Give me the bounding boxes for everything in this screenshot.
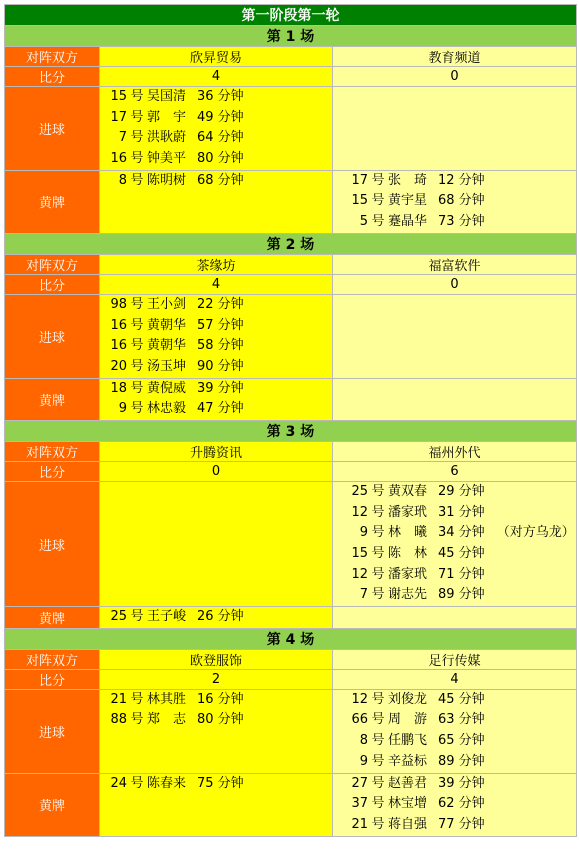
team-a-score: 0	[100, 461, 333, 481]
teams-label: 对阵双方	[5, 649, 100, 669]
team-a-yellow-cards	[100, 378, 333, 420]
score-label: 比分	[5, 669, 100, 689]
team-b-score: 0	[333, 274, 577, 294]
minute: 31 分钟	[438, 504, 485, 520]
teams-label: 对阵双方	[5, 47, 100, 67]
player-name: 林忠毅	[147, 401, 187, 417]
player-number: 15	[351, 193, 368, 209]
number-suffix: 号	[371, 775, 385, 791]
player-number: 66	[351, 712, 368, 728]
yellow-cards-row	[5, 378, 577, 420]
minute: 16 分钟	[197, 691, 244, 707]
player-name: 谢志先	[388, 587, 428, 603]
player-entry	[333, 523, 576, 544]
number-suffix: 号	[371, 504, 385, 520]
minute: 89 分钟	[438, 587, 485, 603]
score-row	[5, 274, 577, 294]
yellow-cards-label: 黄牌	[5, 170, 100, 233]
player-number: 8	[359, 733, 368, 749]
match-header: 第 4 场	[5, 628, 577, 649]
number-suffix: 号	[371, 193, 385, 209]
number-suffix: 号	[130, 775, 144, 791]
team-a-yellow-cards	[100, 773, 333, 836]
teams-row	[5, 441, 577, 461]
player-name: 刘俊龙	[388, 691, 428, 707]
minute: 36 分钟	[197, 89, 244, 104]
team-b-goals	[333, 294, 577, 378]
team-b-score: 4	[333, 669, 577, 689]
player-number: 16	[110, 317, 127, 333]
player-name: 黄朝华	[147, 317, 187, 333]
player-entry	[333, 482, 576, 503]
minute: 64 分钟	[197, 130, 244, 146]
player-name: 赵善君	[388, 775, 428, 791]
number-suffix: 号	[371, 796, 385, 812]
player-entry	[333, 752, 576, 773]
team-a-name: 茶缘坊	[100, 254, 333, 274]
minute: 90 分钟	[197, 358, 244, 374]
team-a-goals	[100, 87, 333, 171]
number-suffix: 号	[371, 691, 385, 707]
team-b-yellow-cards	[333, 378, 577, 420]
player-number: 20	[110, 358, 127, 374]
player-name: 林其胜	[147, 691, 187, 707]
player-entry	[333, 565, 576, 586]
minute: 77 分钟	[438, 816, 485, 832]
number-suffix: 号	[371, 172, 385, 188]
minute: 68 分钟	[197, 172, 244, 188]
team-a-yellow-cards	[100, 170, 333, 233]
player-name: 王小剑	[147, 296, 187, 312]
player-entry	[100, 336, 332, 357]
match-header-row	[5, 26, 577, 47]
player-name: 张 琦	[388, 172, 428, 188]
minute: 29 分钟	[438, 483, 485, 499]
player-entry	[333, 774, 576, 795]
player-number: 88	[110, 712, 127, 728]
player-entry	[100, 316, 332, 337]
player-entry	[100, 87, 332, 108]
team-b-name: 福富软件	[333, 254, 577, 274]
player-name: 潘家玳	[388, 566, 428, 582]
number-suffix: 号	[130, 296, 144, 312]
goals-row	[5, 294, 577, 378]
team-a-goals	[100, 689, 333, 773]
minute: 71 分钟	[438, 566, 485, 582]
minute: 49 分钟	[197, 109, 244, 125]
number-suffix: 号	[371, 546, 385, 561]
player-number: 17	[351, 172, 368, 188]
teams-row	[5, 649, 577, 669]
number-suffix: 号	[130, 401, 144, 417]
minute: 45 分钟	[438, 691, 485, 707]
number-suffix: 号	[371, 483, 385, 499]
player-entry	[333, 815, 576, 836]
player-name: 郑 志	[147, 712, 187, 728]
goals-label: 进球	[5, 481, 100, 606]
minute: 80 分钟	[197, 712, 244, 728]
team-b-goals	[333, 689, 577, 773]
player-entry	[100, 379, 332, 400]
player-entry	[333, 731, 576, 752]
team-b-score: 6	[333, 461, 577, 481]
goals-label: 进球	[5, 689, 100, 773]
player-entry	[100, 357, 332, 378]
number-suffix: 号	[371, 587, 385, 603]
player-entry	[333, 794, 576, 815]
player-number: 98	[110, 296, 127, 312]
yellow-cards-row	[5, 170, 577, 233]
player-number: 7	[359, 587, 368, 603]
player-name: 陈明树	[147, 172, 187, 188]
player-entry	[100, 171, 332, 192]
player-entry	[333, 171, 576, 192]
minute: 26 分钟	[197, 609, 244, 625]
minute: 45 分钟	[438, 546, 485, 561]
team-b-score: 0	[333, 67, 577, 87]
player-number: 37	[351, 796, 368, 812]
team-b-yellow-cards	[333, 607, 577, 629]
minute: 22 分钟	[197, 296, 244, 312]
minute: 75 分钟	[197, 775, 244, 791]
team-a-score: 2	[100, 669, 333, 689]
player-number: 21	[351, 816, 368, 832]
minute: 89 分钟	[438, 753, 485, 769]
match-header: 第 1 场	[5, 26, 577, 47]
player-name: 黄倪威	[147, 380, 187, 396]
player-number: 9	[359, 753, 368, 769]
yellow-cards-label: 黄牌	[5, 773, 100, 836]
player-entry	[100, 690, 332, 711]
player-name: 任鹏飞	[388, 733, 428, 749]
minute: 47 分钟	[197, 401, 244, 417]
player-number: 18	[110, 380, 127, 396]
own-goal-note: （对方乌龙）	[496, 525, 575, 541]
team-b-name: 教育频道	[333, 47, 577, 67]
match-header: 第 2 场	[5, 233, 577, 254]
player-name: 黄双春	[388, 483, 428, 499]
score-row	[5, 67, 577, 87]
player-number: 12	[351, 504, 368, 520]
player-entry	[100, 128, 332, 149]
team-a-goals	[100, 294, 333, 378]
team-b-name: 福州外代	[333, 441, 577, 461]
player-entry	[100, 399, 332, 420]
number-suffix: 号	[130, 172, 144, 188]
player-name: 汤玉坤	[147, 358, 187, 374]
player-entry	[333, 212, 576, 233]
player-name: 王子峻	[147, 609, 187, 625]
minute: 39 分钟	[438, 775, 485, 791]
number-suffix: 号	[130, 89, 144, 104]
player-number: 8	[118, 172, 127, 188]
team-b-yellow-cards	[333, 773, 577, 836]
number-suffix: 号	[130, 358, 144, 374]
player-entry	[100, 295, 332, 316]
team-a-score: 4	[100, 274, 333, 294]
minute: 80 分钟	[197, 151, 244, 167]
team-b-goals	[333, 87, 577, 171]
match-header-row	[5, 628, 577, 649]
teams-row	[5, 254, 577, 274]
score-row	[5, 669, 577, 689]
player-number: 17	[110, 109, 127, 125]
goals-row	[5, 87, 577, 171]
match-header-row	[5, 233, 577, 254]
goals-row	[5, 689, 577, 773]
player-name: 周 游	[388, 712, 428, 728]
player-number: 16	[110, 151, 127, 167]
player-entry	[333, 585, 576, 606]
teams-label: 对阵双方	[5, 441, 100, 461]
team-b-goals	[333, 481, 577, 606]
score-row	[5, 461, 577, 481]
player-name: 洪耿蔚	[147, 130, 187, 146]
player-name: 黄朝华	[147, 338, 187, 354]
player-entry	[100, 774, 332, 795]
player-number: 21	[110, 691, 127, 707]
minute: 58 分钟	[197, 338, 244, 354]
player-number: 9	[118, 401, 127, 417]
team-a-name: 升腾资讯	[100, 441, 333, 461]
minute: 12 分钟	[438, 172, 485, 188]
minute: 57 分钟	[197, 317, 244, 333]
player-entry	[100, 149, 332, 170]
player-number: 25	[351, 483, 368, 499]
player-entry	[333, 690, 576, 711]
player-name: 林宝增	[388, 796, 428, 812]
player-number: 12	[351, 691, 368, 707]
match-header: 第 3 场	[5, 420, 577, 441]
player-entry	[333, 191, 576, 212]
minute: 39 分钟	[197, 380, 244, 396]
number-suffix: 号	[371, 566, 385, 582]
number-suffix: 号	[130, 130, 144, 146]
minute: 63 分钟	[438, 712, 485, 728]
match-header-row	[5, 420, 577, 441]
number-suffix: 号	[371, 712, 385, 728]
player-number: 12	[351, 566, 368, 582]
team-a-score: 4	[100, 67, 333, 87]
number-suffix: 号	[130, 317, 144, 333]
player-name: 钟美平	[147, 151, 187, 167]
player-number: 15	[110, 89, 127, 104]
yellow-cards-row	[5, 773, 577, 836]
player-entry	[333, 503, 576, 524]
teams-label: 对阵双方	[5, 254, 100, 274]
yellow-cards-row	[5, 607, 577, 629]
results-table	[4, 4, 577, 837]
number-suffix: 号	[371, 214, 385, 230]
round-title: 第一阶段第一轮	[5, 5, 577, 26]
number-suffix: 号	[371, 753, 385, 769]
player-name: 林 曦	[388, 525, 428, 541]
player-name: 郭 宇	[147, 109, 187, 125]
number-suffix: 号	[130, 151, 144, 167]
player-number: 27	[351, 775, 368, 791]
player-name: 蹇晶华	[388, 214, 428, 230]
minute: 62 分钟	[438, 796, 485, 812]
player-name: 陈春来	[147, 775, 187, 791]
minute: 65 分钟	[438, 733, 485, 749]
score-label: 比分	[5, 274, 100, 294]
player-number: 25	[110, 609, 127, 625]
teams-row	[5, 47, 577, 67]
number-suffix: 号	[130, 338, 144, 354]
team-b-yellow-cards	[333, 170, 577, 233]
player-name: 蒋自强	[388, 816, 428, 832]
player-entry	[333, 544, 576, 565]
player-number: 7	[118, 130, 127, 146]
player-number: 5	[359, 214, 368, 230]
player-number: 24	[110, 775, 127, 791]
goals-label: 进球	[5, 87, 100, 171]
goals-row	[5, 481, 577, 606]
player-entry	[100, 607, 332, 628]
team-a-yellow-cards	[100, 607, 333, 629]
minute: 68 分钟	[438, 193, 485, 209]
number-suffix: 号	[130, 109, 144, 125]
player-number: 15	[351, 546, 368, 561]
player-entry	[100, 108, 332, 129]
number-suffix: 号	[371, 525, 385, 541]
goals-label: 进球	[5, 294, 100, 378]
number-suffix: 号	[130, 380, 144, 396]
player-number: 16	[110, 338, 127, 354]
player-name: 吴国清	[147, 89, 187, 104]
score-label: 比分	[5, 461, 100, 481]
player-name: 潘家玳	[388, 504, 428, 520]
number-suffix: 号	[130, 712, 144, 728]
player-entry	[100, 710, 332, 731]
number-suffix: 号	[130, 609, 144, 625]
minute: 34 分钟	[438, 525, 485, 541]
number-suffix: 号	[371, 733, 385, 749]
yellow-cards-label: 黄牌	[5, 378, 100, 420]
player-name: 陈 林	[388, 546, 428, 561]
team-a-goals	[100, 481, 333, 606]
player-entry	[333, 710, 576, 731]
number-suffix: 号	[130, 691, 144, 707]
yellow-cards-label: 黄牌	[5, 607, 100, 629]
player-name: 黄宇星	[388, 193, 428, 209]
player-name: 辛益标	[388, 753, 428, 769]
team-b-name: 足行传媒	[333, 649, 577, 669]
score-label: 比分	[5, 67, 100, 87]
number-suffix: 号	[371, 816, 385, 832]
team-a-name: 欣昇贸易	[100, 47, 333, 67]
minute: 73 分钟	[438, 214, 485, 230]
team-a-name: 欧登服饰	[100, 649, 333, 669]
player-number: 9	[359, 525, 368, 541]
